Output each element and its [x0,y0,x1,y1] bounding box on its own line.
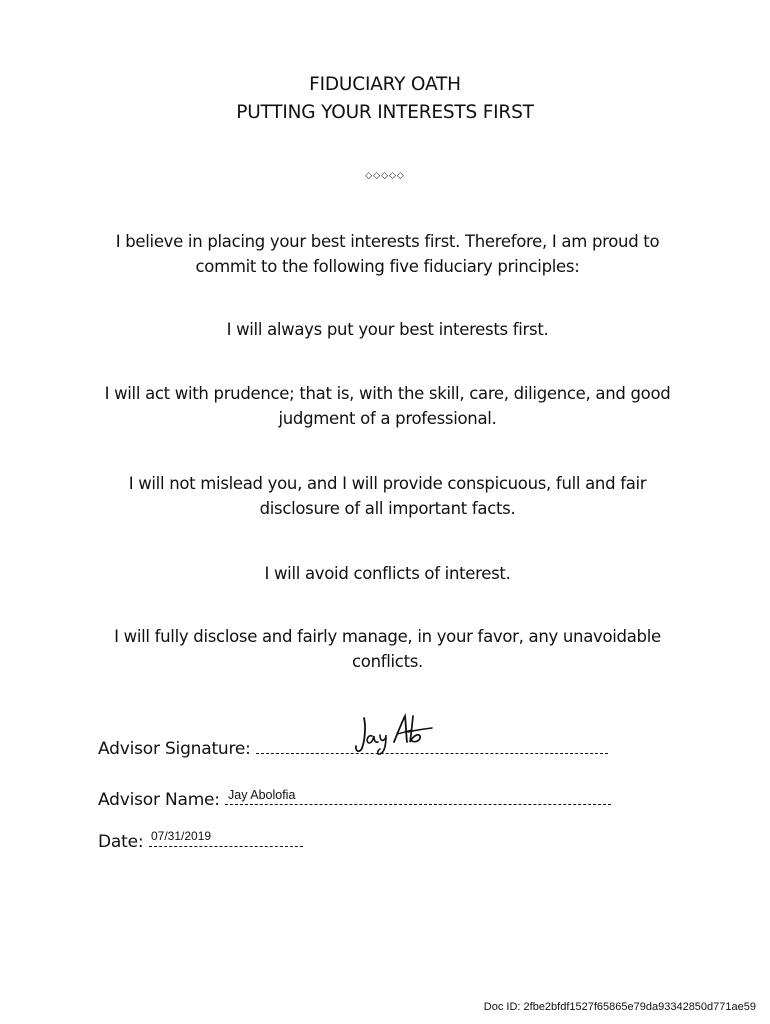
signature-label: Advisor Signature: [98,739,251,759]
ornament-divider: ◇◇◇◇◇ [365,171,405,181]
intro-paragraph: I believe in placing your best interests first. Therefore, I am proud to commit to the following five fiduciary principles: [115,232,660,276]
principle-3: I will not mislead you, and I will provide conspicuous, full and fair disclosure of all important facts. [128,474,647,518]
document-id: Doc ID: 2fbe2bfdf1527f65865e79da93342850d771ae59 [483,1001,756,1013]
advisor-name-value: Jay Abolofia [228,788,296,802]
document-subtitle: PUTTING YOUR INTERESTS FIRST [236,102,534,123]
date-line[interactable] [149,844,303,847]
date-value: 07/31/2019 [151,829,212,843]
name-field [98,790,611,810]
name-line[interactable] [225,802,611,805]
date-label: Date: [98,832,144,852]
principle-4: I will avoid conflicts of interest. [264,564,511,583]
principle-1: I will always put your best interests first. [226,320,549,339]
handwritten-signature [350,712,435,758]
principle-5: I will fully disclose and fairly manage, in your favor, any unavoidable conflicts. [114,627,661,671]
document-title: FIDUCIARY OATH [309,74,461,95]
principle-2: I will act with prudence; that is, with the skill, care, diligence, and good judgment of a professional. [104,384,671,428]
name-label: Advisor Name: [98,790,220,810]
